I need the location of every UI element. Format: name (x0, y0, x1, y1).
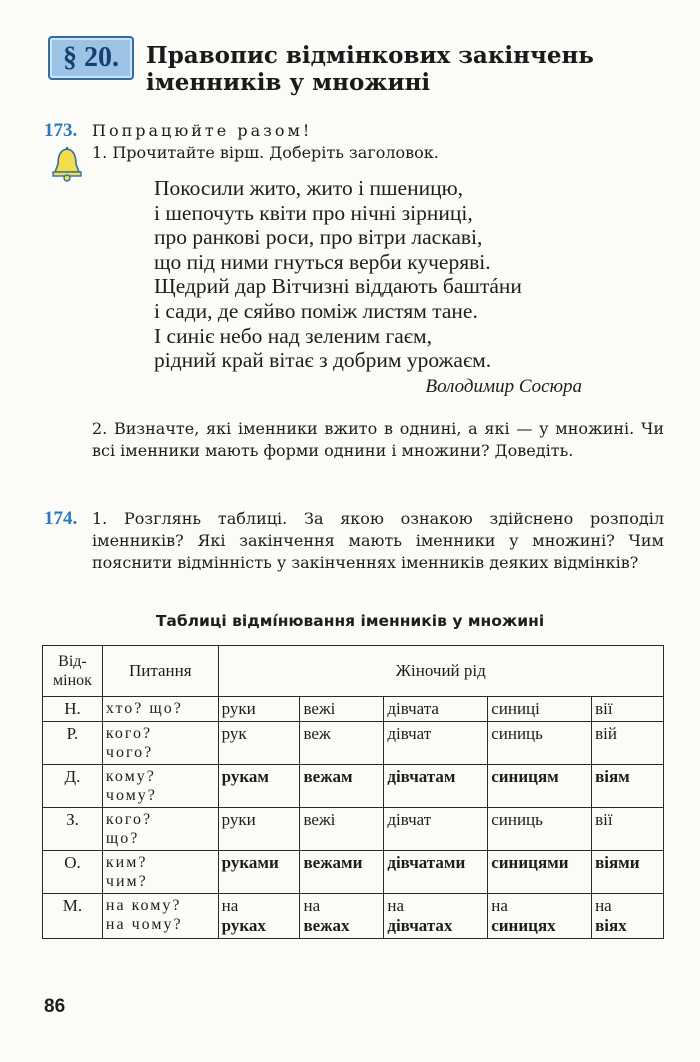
form-word: віях (595, 916, 627, 935)
exercise-173-task-1: 1. Прочитайте вірш. Доберіть заголовок. (92, 143, 439, 162)
form-cell: вежам (300, 765, 384, 808)
table-row (43, 697, 664, 722)
form-cell (488, 894, 592, 939)
form-cell: вежі (300, 697, 384, 722)
case-cell: О. (43, 851, 103, 894)
form-cell: синицями (488, 851, 592, 894)
form-cell: рук (218, 722, 300, 765)
poem-line: і сади, де сяйво поміж листям тане. (154, 298, 478, 323)
form-cell: рукам (218, 765, 300, 808)
declension-table (42, 645, 664, 939)
form-cell: синиці (488, 697, 592, 722)
table-row (43, 808, 664, 851)
form-cell: дівчатами (384, 851, 488, 894)
form-word: вежах (303, 916, 350, 935)
table-row (43, 765, 664, 808)
exercise-174-task-1: 1. Розглянь таблиці. За якою ознакою здійснено розподіл іменників? Які закінчення мають іменники у множині? Чим пояснити відмінність у закінченнях іменників деяких відмінків? (92, 509, 664, 572)
section-badge: § 20. (48, 36, 134, 80)
poem-line: що під ними гнуться верби кучеряві. (154, 249, 491, 274)
question-cell: кому? чому? (102, 765, 218, 808)
exercise-173-number: 173. (44, 120, 78, 141)
form-cell: вій (592, 722, 664, 765)
form-cell: веж (300, 722, 384, 765)
poem-line: і шепочуть квіти про нічні зірниці, (154, 200, 473, 225)
preposition: на (595, 896, 612, 915)
form-cell: вії (592, 808, 664, 851)
form-cell (384, 894, 488, 939)
preposition: на (221, 896, 239, 915)
bell-icon (50, 146, 84, 182)
header-question: Питання (102, 646, 218, 697)
form-cell: вежі (300, 808, 384, 851)
form-cell (592, 894, 664, 939)
form-cell: руками (218, 851, 300, 894)
form-cell (300, 894, 384, 939)
exercise-173-intro: Попрацюйте разом! (92, 121, 313, 140)
form-cell: синиць (488, 722, 592, 765)
table-header-row (43, 646, 664, 697)
poem-line: І синіє небо над зеленим гаєм, (154, 323, 433, 348)
poem (154, 176, 594, 373)
case-cell: Р. (43, 722, 103, 765)
question-cell: хто? що? (102, 697, 218, 722)
form-word: руках (221, 916, 266, 935)
form-cell: дівчат (384, 808, 488, 851)
case-cell: З. (43, 808, 103, 851)
form-cell: дівчат (384, 722, 488, 765)
case-cell: Н. (43, 697, 103, 722)
exercise-173-task-2: 2. Визначте, які іменники вжито в однині, а які — у множині. Чи всі іменники мають форми однини і множини? Доведіть. (92, 419, 664, 460)
form-cell: руки (218, 697, 300, 722)
form-cell: вії (592, 697, 664, 722)
poem-line: Щедрий дар Вітчизні віддають баштáни (154, 274, 522, 299)
form-cell: синицям (488, 765, 592, 808)
form-cell: руки (218, 808, 300, 851)
form-cell: дівчата (384, 697, 488, 722)
table-row (43, 722, 664, 765)
table-row (43, 894, 664, 939)
poem-line: рідний край вітає з добрим урожаєм. (154, 348, 492, 373)
preposition: на (303, 896, 321, 915)
case-cell: М. (43, 894, 103, 939)
form-cell (218, 894, 300, 939)
exercise-174-number: 174. (44, 508, 78, 529)
form-cell: вежами (300, 851, 384, 894)
poem-author: Володимир Сосюра (425, 376, 582, 397)
poem-line: Покосили жито, жито і пшеницю, (154, 176, 464, 200)
form-word: синицях (491, 916, 556, 935)
question-cell: ким? чим? (102, 851, 218, 894)
preposition: на (387, 896, 404, 915)
section-title: Правопис відмінкових закінчень іменників у множині (146, 42, 594, 96)
header-gender: Жіночий рід (218, 646, 663, 697)
question-cell: кого? що? (102, 808, 218, 851)
question-cell: на кому? на чому? (102, 894, 218, 939)
poem-line: про ранкові роси, про вітри ласкаві, (154, 225, 483, 250)
page-number: 86 (44, 996, 66, 1017)
table-row (43, 851, 664, 894)
header-case: Від- мінок (43, 646, 103, 697)
form-cell: дівчатам (384, 765, 488, 808)
form-cell: віями (592, 851, 664, 894)
form-cell: синиць (488, 808, 592, 851)
preposition: на (491, 896, 508, 915)
form-word: дівчатах (387, 916, 453, 935)
case-cell: Д. (43, 765, 103, 808)
form-cell: віям (592, 765, 664, 808)
question-cell: кого? чого? (102, 722, 218, 765)
table-title: Таблиці відмíнювання іменників у множині (155, 612, 545, 630)
